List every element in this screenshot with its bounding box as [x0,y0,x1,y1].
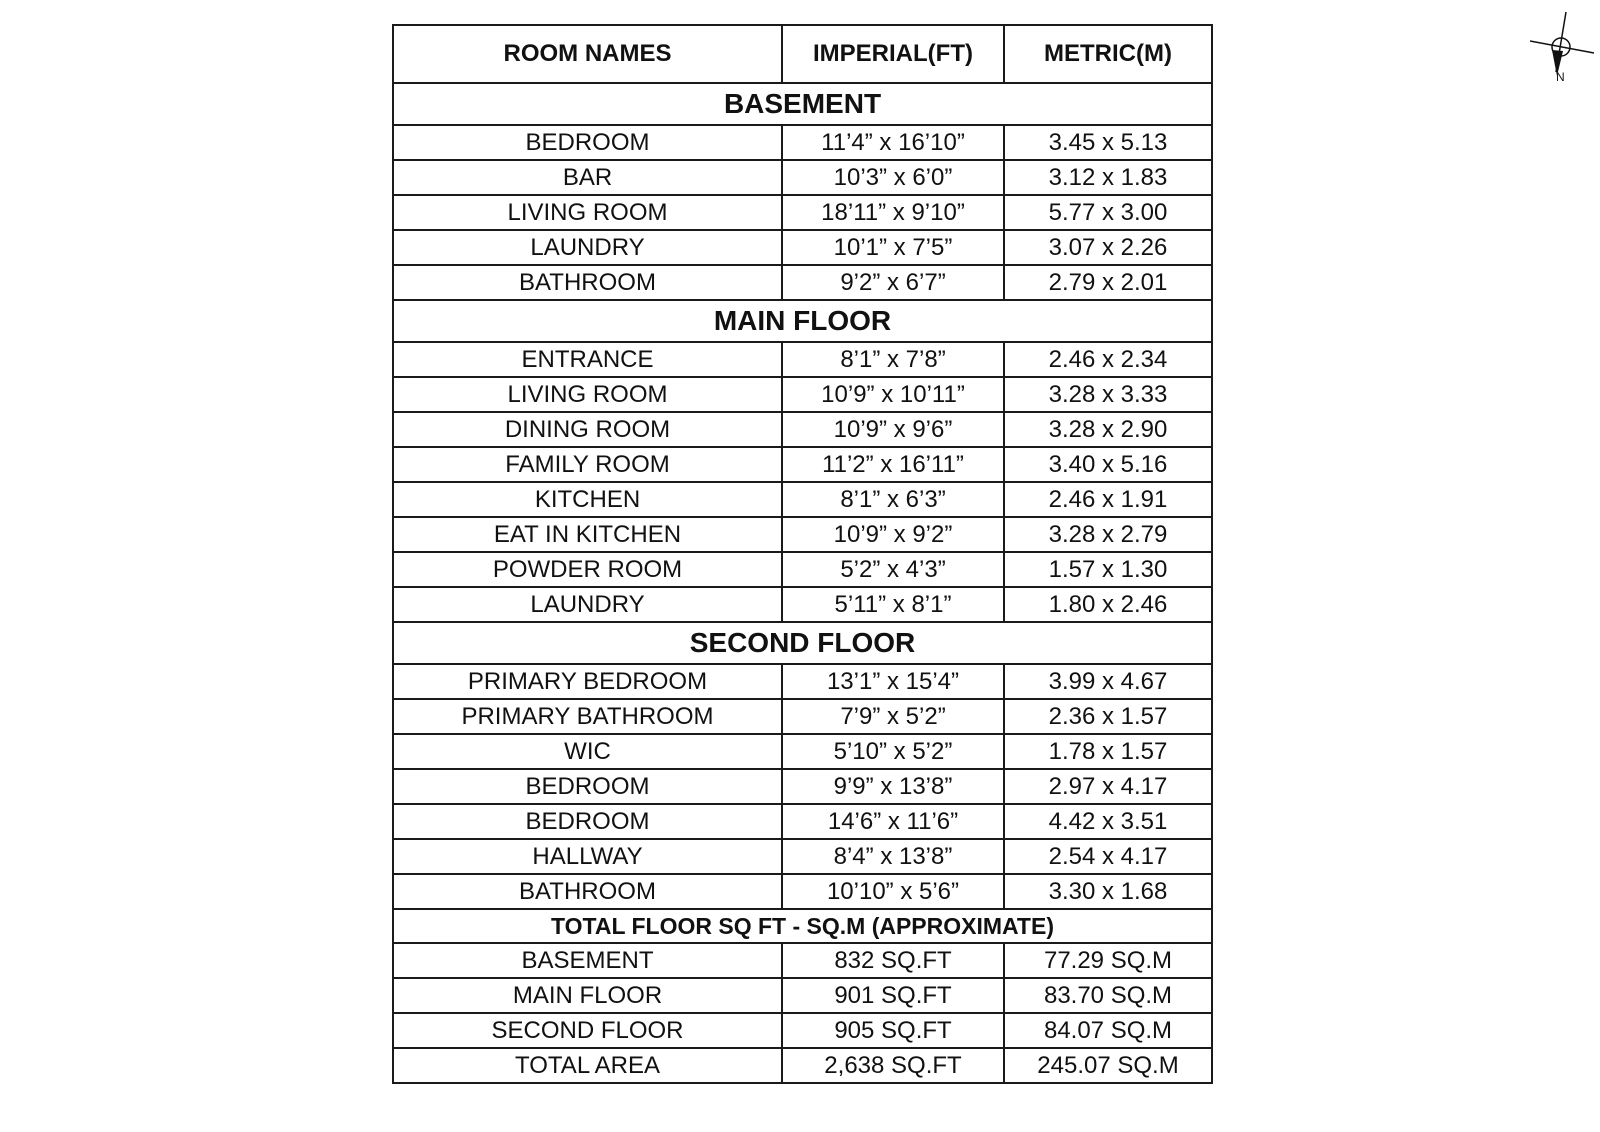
room-name-cell: BEDROOM [393,769,782,804]
imperial-dimension-cell: 14’6” x 11’6” [782,804,1004,839]
section-header-row [393,83,1212,125]
imperial-dimension-cell: 5’10” x 5’2” [782,734,1004,769]
table-row [393,265,1212,300]
column-header-imperial: IMPERIAL(FT) [782,25,1004,83]
imperial-dimension-cell: 7’9” x 5’2” [782,699,1004,734]
metric-dimension-cell: 2.46 x 1.91 [1004,482,1212,517]
table-row [393,125,1212,160]
section-header-row [393,300,1212,342]
room-name-cell: BAR [393,160,782,195]
total-metric-area-cell: 84.07 SQ.M [1004,1013,1212,1048]
room-name-cell: BATHROOM [393,874,782,909]
metric-dimension-cell: 3.07 x 2.26 [1004,230,1212,265]
metric-dimension-cell: 2.97 x 4.17 [1004,769,1212,804]
table-row [393,482,1212,517]
room-name-cell: PRIMARY BEDROOM [393,664,782,699]
metric-dimension-cell: 3.28 x 2.79 [1004,517,1212,552]
total-floor-name-cell: TOTAL AREA [393,1048,782,1083]
metric-dimension-cell: 3.45 x 5.13 [1004,125,1212,160]
metric-dimension-cell: 3.28 x 3.33 [1004,377,1212,412]
total-imperial-area-cell: 2,638 SQ.FT [782,1048,1004,1083]
room-name-cell: LIVING ROOM [393,377,782,412]
room-name-cell: POWDER ROOM [393,552,782,587]
table-row [393,839,1212,874]
metric-dimension-cell: 2.54 x 4.17 [1004,839,1212,874]
totals-header-row [393,909,1212,943]
room-name-cell: PRIMARY BATHROOM [393,699,782,734]
table-body [393,83,1212,1083]
table-row [393,195,1212,230]
room-name-cell: HALLWAY [393,839,782,874]
table-row [393,447,1212,482]
imperial-dimension-cell: 5’2” x 4’3” [782,552,1004,587]
room-name-cell: LIVING ROOM [393,195,782,230]
total-metric-area-cell: 77.29 SQ.M [1004,943,1212,978]
imperial-dimension-cell: 9’9” x 13’8” [782,769,1004,804]
imperial-dimension-cell: 8’1” x 7’8” [782,342,1004,377]
total-imperial-area-cell: 901 SQ.FT [782,978,1004,1013]
imperial-dimension-cell: 13’1” x 15’4” [782,664,1004,699]
room-name-cell: LAUNDRY [393,587,782,622]
totals-row [393,943,1212,978]
table-row [393,734,1212,769]
imperial-dimension-cell: 10’9” x 9’2” [782,517,1004,552]
total-imperial-area-cell: 832 SQ.FT [782,943,1004,978]
metric-dimension-cell: 3.12 x 1.83 [1004,160,1212,195]
table-row [393,664,1212,699]
compass-north-label: N [1556,70,1565,84]
metric-dimension-cell: 2.46 x 2.34 [1004,342,1212,377]
table-row [393,412,1212,447]
room-name-cell: BEDROOM [393,804,782,839]
section-header-row [393,622,1212,664]
table-header-row [393,25,1212,83]
imperial-dimension-cell: 10’10” x 5’6” [782,874,1004,909]
room-name-cell: WIC [393,734,782,769]
room-dimensions-table [392,24,1213,1084]
section-title: BASEMENT [393,83,1212,125]
total-metric-area-cell: 245.07 SQ.M [1004,1048,1212,1083]
room-name-cell: FAMILY ROOM [393,447,782,482]
imperial-dimension-cell: 10’3” x 6’0” [782,160,1004,195]
total-floor-name-cell: MAIN FLOOR [393,978,782,1013]
table-row [393,874,1212,909]
table-row [393,804,1212,839]
imperial-dimension-cell: 11’2” x 16’11” [782,447,1004,482]
room-name-cell: BEDROOM [393,125,782,160]
metric-dimension-cell: 1.80 x 2.46 [1004,587,1212,622]
table-row [393,587,1212,622]
metric-dimension-cell: 5.77 x 3.00 [1004,195,1212,230]
column-header-metric: METRIC(M) [1004,25,1212,83]
metric-dimension-cell: 3.30 x 1.68 [1004,874,1212,909]
total-metric-area-cell: 83.70 SQ.M [1004,978,1212,1013]
metric-dimension-cell: 2.79 x 2.01 [1004,265,1212,300]
table-row [393,160,1212,195]
metric-dimension-cell: 1.57 x 1.30 [1004,552,1212,587]
room-name-cell: BATHROOM [393,265,782,300]
total-floor-name-cell: SECOND FLOOR [393,1013,782,1048]
metric-dimension-cell: 4.42 x 3.51 [1004,804,1212,839]
total-floor-name-cell: BASEMENT [393,943,782,978]
imperial-dimension-cell: 5’11” x 8’1” [782,587,1004,622]
table-row [393,699,1212,734]
table-row [393,517,1212,552]
room-name-cell: LAUNDRY [393,230,782,265]
table-row [393,769,1212,804]
section-title: SECOND FLOOR [393,622,1212,664]
metric-dimension-cell: 1.78 x 1.57 [1004,734,1212,769]
imperial-dimension-cell: 10’9” x 10’11” [782,377,1004,412]
totals-title: TOTAL FLOOR SQ FT - SQ.M (APPROXIMATE) [393,909,1212,943]
metric-dimension-cell: 3.28 x 2.90 [1004,412,1212,447]
table-row [393,230,1212,265]
imperial-dimension-cell: 10’1” x 7’5” [782,230,1004,265]
imperial-dimension-cell: 8’4” x 13’8” [782,839,1004,874]
totals-row [393,1048,1212,1083]
totals-row [393,1013,1212,1048]
room-name-cell: KITCHEN [393,482,782,517]
imperial-dimension-cell: 9’2” x 6’7” [782,265,1004,300]
table-row [393,552,1212,587]
room-name-cell: DINING ROOM [393,412,782,447]
total-imperial-area-cell: 905 SQ.FT [782,1013,1004,1048]
imperial-dimension-cell: 10’9” x 9’6” [782,412,1004,447]
imperial-dimension-cell: 11’4” x 16’10” [782,125,1004,160]
table-row [393,342,1212,377]
imperial-dimension-cell: 18’11” x 9’10” [782,195,1004,230]
metric-dimension-cell: 3.99 x 4.67 [1004,664,1212,699]
room-name-cell: ENTRANCE [393,342,782,377]
metric-dimension-cell: 3.40 x 5.16 [1004,447,1212,482]
column-header-room-names: ROOM NAMES [393,25,782,83]
room-name-cell: EAT IN KITCHEN [393,517,782,552]
table-row [393,377,1212,412]
totals-row [393,978,1212,1013]
section-title: MAIN FLOOR [393,300,1212,342]
imperial-dimension-cell: 8’1” x 6’3” [782,482,1004,517]
metric-dimension-cell: 2.36 x 1.57 [1004,699,1212,734]
